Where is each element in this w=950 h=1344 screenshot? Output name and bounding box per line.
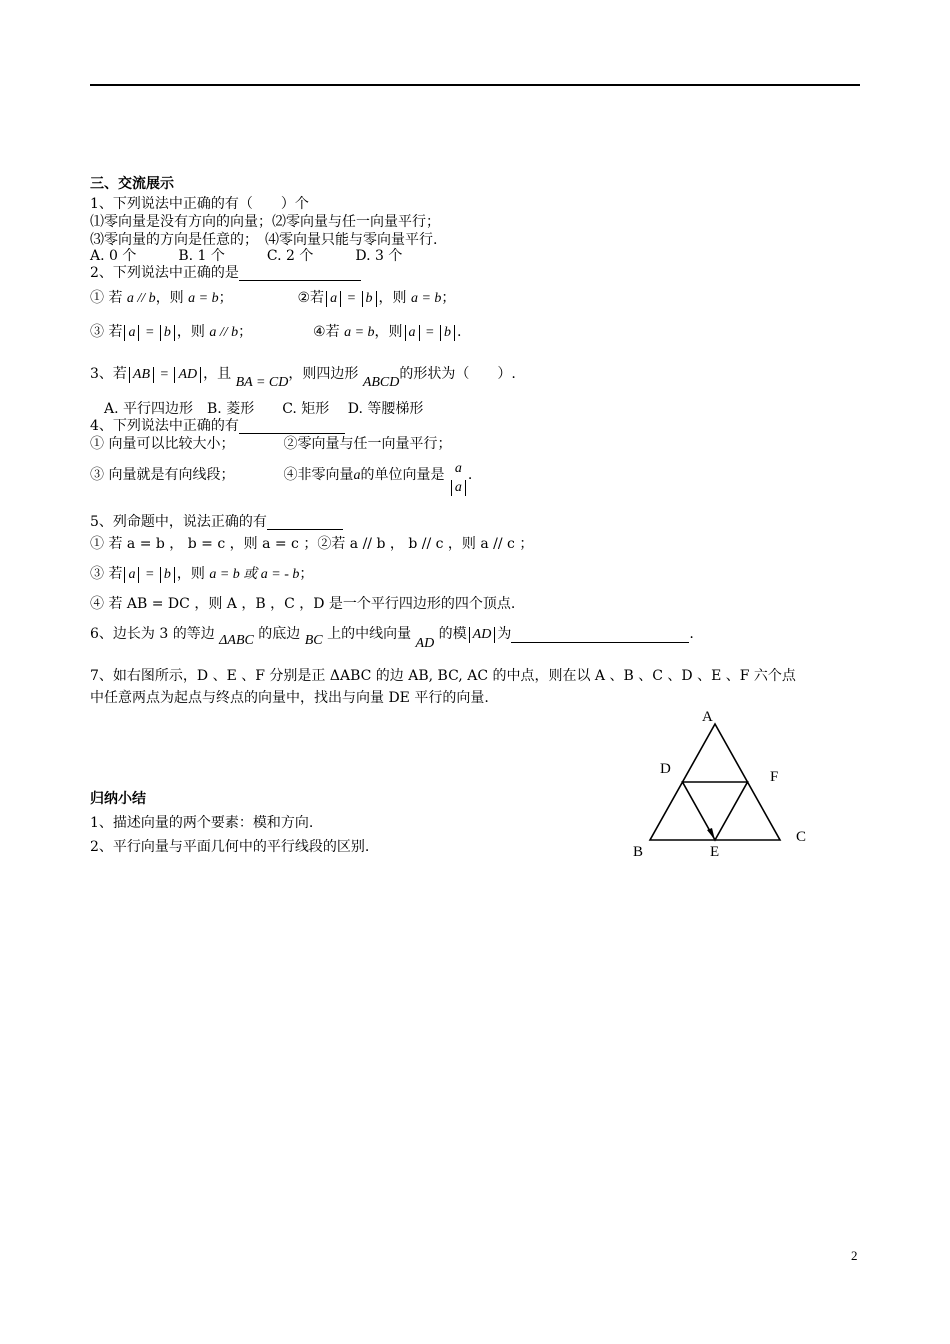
q5-result: a = b 或 a = - b xyxy=(209,567,300,582)
q5-line-1: ① 若 a = b ， b = c ，则 a = c ；②若 a // b ， b // c ，则 a // c ； xyxy=(90,536,534,552)
q2-item3-label: ③ 若 xyxy=(90,324,123,340)
q6-bc: BC xyxy=(304,633,323,648)
label-f: F xyxy=(770,769,779,785)
q5-line-2 xyxy=(90,566,313,583)
q4-end: . xyxy=(467,467,473,483)
q2-item1-result: a = b xyxy=(188,291,219,306)
arrow-head-de xyxy=(707,828,715,840)
page-number: 2 xyxy=(851,1248,858,1263)
q1-statements-1: ⑴零向量是没有方向的向量；⑵零向量与任一向量平行； xyxy=(90,214,440,230)
q4-fraction-denominator: a xyxy=(451,480,466,496)
q5-item3-label: ③ 若 xyxy=(90,566,123,582)
midpoint-triangle xyxy=(683,782,748,840)
q2-item2-abs-a: a xyxy=(326,291,341,307)
q6-vector-ad: AD xyxy=(415,636,435,651)
q6-abs-ad: AD xyxy=(469,627,496,643)
q2-answer-blank xyxy=(239,280,361,281)
q6-text-2: 的底边 xyxy=(258,626,301,642)
label-a: A xyxy=(702,709,713,725)
q1-stem: 1、下列说法中正确的有（ ）个 xyxy=(90,196,309,212)
q6-triangle: ΔABC xyxy=(219,633,254,648)
q2-item3-abs-a: a xyxy=(124,325,139,341)
q5-then: ，则 xyxy=(176,566,205,582)
q5-stem-text: 5、列命题中，说法正确的有 xyxy=(90,514,267,530)
q4-fraction-numerator: a xyxy=(454,461,462,476)
q1-options: A. 0 个 B. 1 个 C. 2 个 D. 3 个 xyxy=(90,248,403,264)
q2-items-2 xyxy=(90,324,461,341)
q4-stem-text: 4、下列说法中正确的有 xyxy=(90,418,239,434)
q3-stem xyxy=(90,366,516,390)
q5-stem xyxy=(90,514,343,530)
q3-condition: BA = CD xyxy=(235,375,289,390)
q2-item3-result: a // b xyxy=(209,325,239,340)
q2-item4-abs-b: b xyxy=(440,325,455,341)
q5-eq: = xyxy=(141,567,158,582)
q3-quadrilateral: ABCD xyxy=(362,375,400,390)
summary-line-2: 2、平行向量与平面几何中的平行线段的区别. xyxy=(90,839,370,855)
q4-text-b: 的单位向量是 xyxy=(360,467,445,483)
triangle-figure xyxy=(620,700,820,865)
header-rule xyxy=(90,84,860,86)
q6-text-3: 上的中线向量 xyxy=(327,626,412,642)
q2-item4-condition: a = b xyxy=(344,325,375,340)
q2-item3-abs-b: b xyxy=(160,325,175,341)
q5-end: ； xyxy=(299,566,314,582)
q4-unit-vector-fraction xyxy=(451,462,466,496)
q2-item2-end: ； xyxy=(441,290,456,306)
q2-items-1 xyxy=(90,290,455,307)
q2-stem xyxy=(90,265,361,281)
q5-abs-a: a xyxy=(124,567,139,583)
q2-stem-text: 2、下列说法中正确的是 xyxy=(90,265,239,281)
q2-item1-then: ，则 xyxy=(155,290,184,306)
q4-answer-blank xyxy=(239,433,345,434)
q2-item4-then: ，则 xyxy=(374,324,403,340)
q2-item2-label: ②若 xyxy=(297,290,325,306)
q3-text-3: ，则四边形 xyxy=(288,366,359,382)
q5-line-3: ④ 若 AB = DC ，则 A ，B ，C ，D 是一个平行四边形的四个顶点. xyxy=(90,596,516,612)
q6-stem xyxy=(90,626,694,651)
q4-line-1: ① 向量可以比较大小； ②零向量与任一向量平行； xyxy=(90,436,452,452)
label-d: D xyxy=(660,761,671,777)
label-e: E xyxy=(710,844,720,860)
q6-text-5: 为 xyxy=(497,626,512,642)
section-title: 三、交流展示 xyxy=(90,176,174,192)
q2-item2-abs-b: b xyxy=(362,291,377,307)
q2-item3-then: ，则 xyxy=(176,324,205,340)
q4-stem xyxy=(90,418,345,434)
q5-answer-blank xyxy=(267,529,343,530)
q2-item1-label: ① 若 xyxy=(90,290,123,306)
q3-text-1: 3、若 xyxy=(90,366,127,382)
q2-item2-then: ，则 xyxy=(378,290,407,306)
q5-abs-b: b xyxy=(160,567,175,583)
q2-item4-eq: = xyxy=(421,325,438,340)
q3-abs-ad: AD xyxy=(174,367,201,383)
q6-end: . xyxy=(689,626,694,642)
q2-item4-end: . xyxy=(456,324,462,340)
q3-options: A. 平行四边形 B. 菱形 C. 矩形 D. 等腰梯形 xyxy=(104,401,424,417)
q6-answer-blank xyxy=(511,642,689,643)
q4-line-2 xyxy=(90,462,472,496)
q4-text-a: ③ 向量就是有向线段； ④非零向量 xyxy=(90,467,354,483)
q2-item3-eq: = xyxy=(141,325,158,340)
q1-statements-2: ⑶零向量的方向是任意的； ⑷零向量只能与零向量平行. xyxy=(90,232,438,248)
q3-text-4: 的形状为（ ）. xyxy=(399,366,516,382)
label-c: C xyxy=(796,829,807,845)
q3-text-2: ，且 xyxy=(203,366,232,382)
q2-item2-eq: = xyxy=(343,291,360,306)
label-b: B xyxy=(633,844,644,860)
q2-item4-label: ④若 xyxy=(313,324,340,340)
q7-line-2: 中任意两点为起点与终点的向量中，找出与向量 DE 平行的向量. xyxy=(90,690,489,706)
q6-text-4: 的模 xyxy=(438,626,467,642)
q3-abs-ab: AB xyxy=(129,367,154,383)
q4-vector-a: a xyxy=(353,468,361,483)
q2-item3-end: ； xyxy=(238,324,253,340)
summary-line-1: 1、描述向量的两个要素：模和方向. xyxy=(90,815,314,831)
q2-item1-condition: a // b xyxy=(126,291,156,306)
q2-item1-end: ； xyxy=(218,290,233,306)
q3-eq: = xyxy=(156,367,173,382)
q2-item2-result: a = b xyxy=(410,291,442,306)
q2-item4-abs-a: a xyxy=(405,325,420,341)
q6-text-1: 6、边长为 3 的等边 xyxy=(90,626,215,642)
summary-title: 归纳小结 xyxy=(90,791,146,807)
q7-line-1: 7、如右图所示，D 、E 、F 分别是正 ΔABC 的边 AB, BC, AC 的中点，则在以 A 、B 、C 、D 、E 、F 六个点 xyxy=(90,668,796,684)
